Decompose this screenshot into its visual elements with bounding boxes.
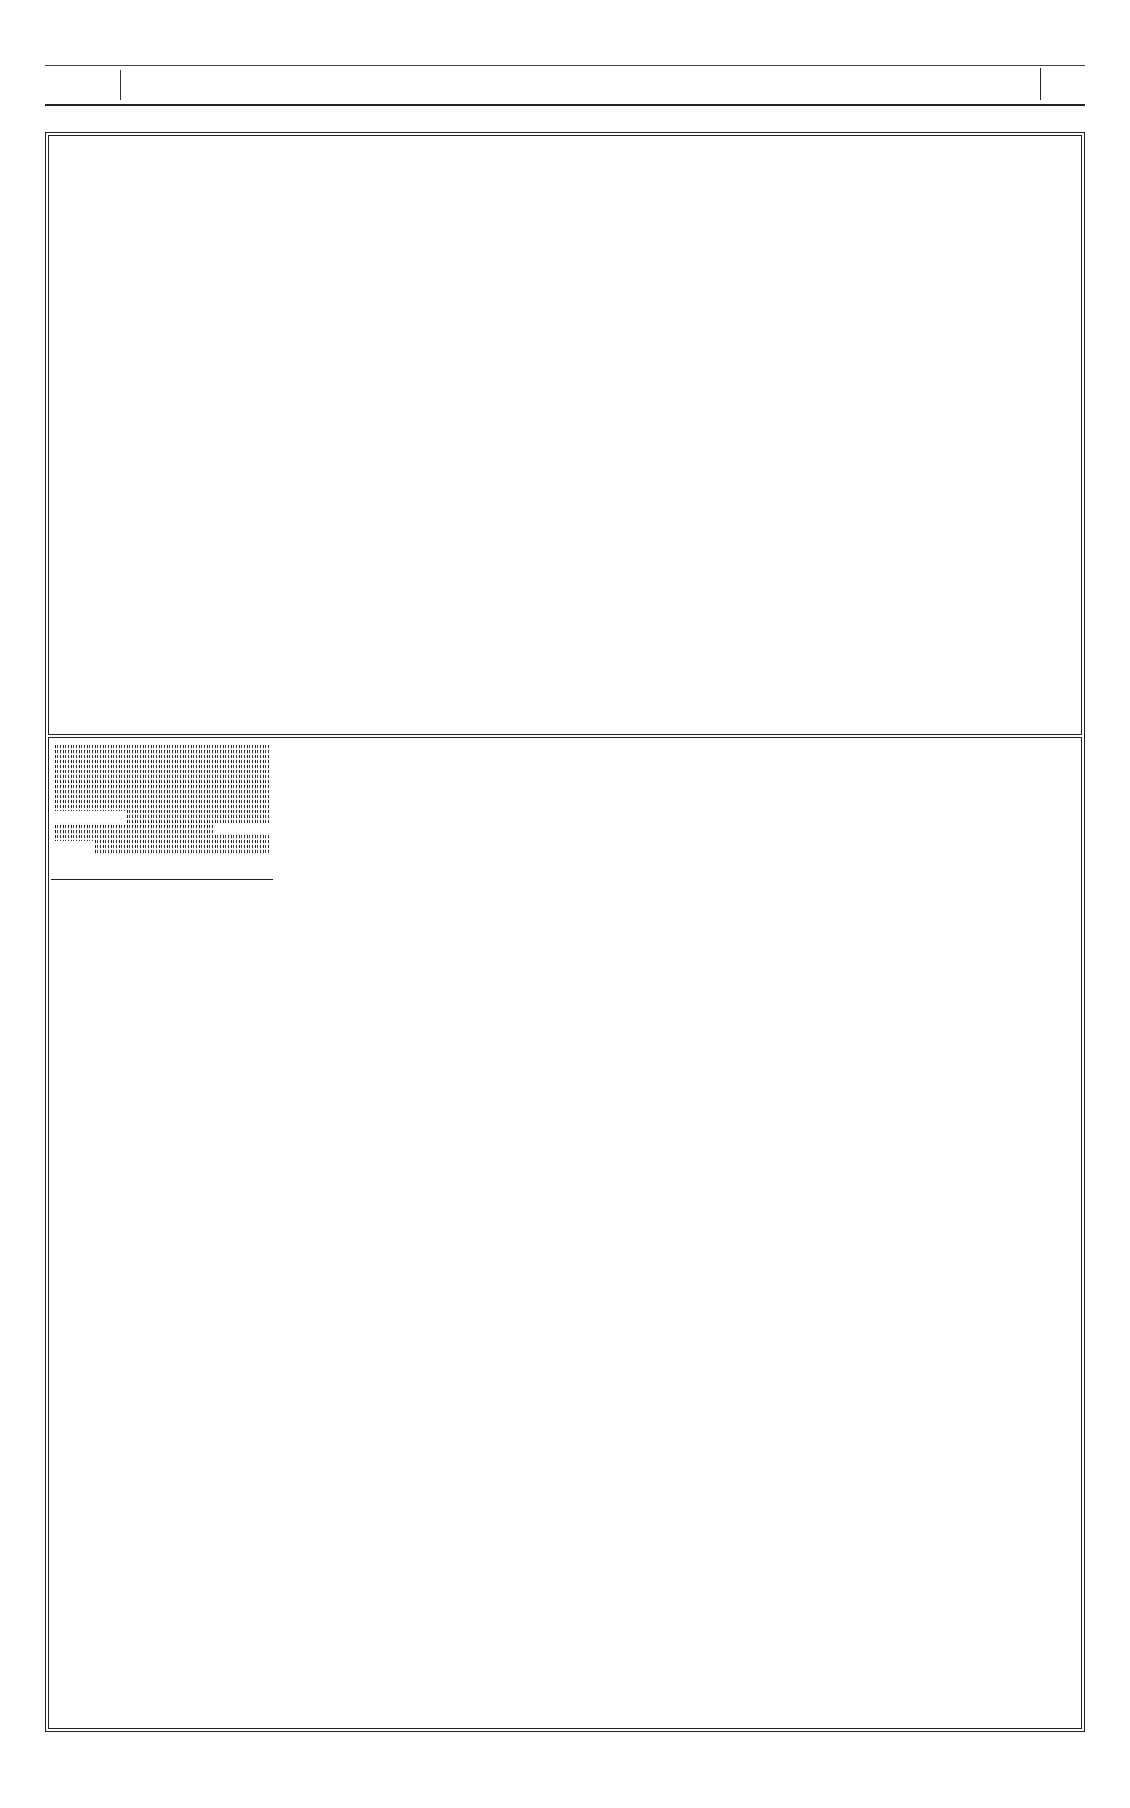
debt-transfer-notice bbox=[51, 740, 273, 880]
masthead bbox=[45, 65, 1085, 106]
page-number-divider bbox=[1040, 68, 1041, 100]
top-table-block bbox=[48, 135, 1082, 735]
notice-body-text bbox=[55, 745, 269, 855]
bottom-table-block bbox=[48, 737, 1082, 1729]
masthead-divider bbox=[120, 70, 121, 100]
announcement-frame bbox=[45, 132, 1085, 1732]
